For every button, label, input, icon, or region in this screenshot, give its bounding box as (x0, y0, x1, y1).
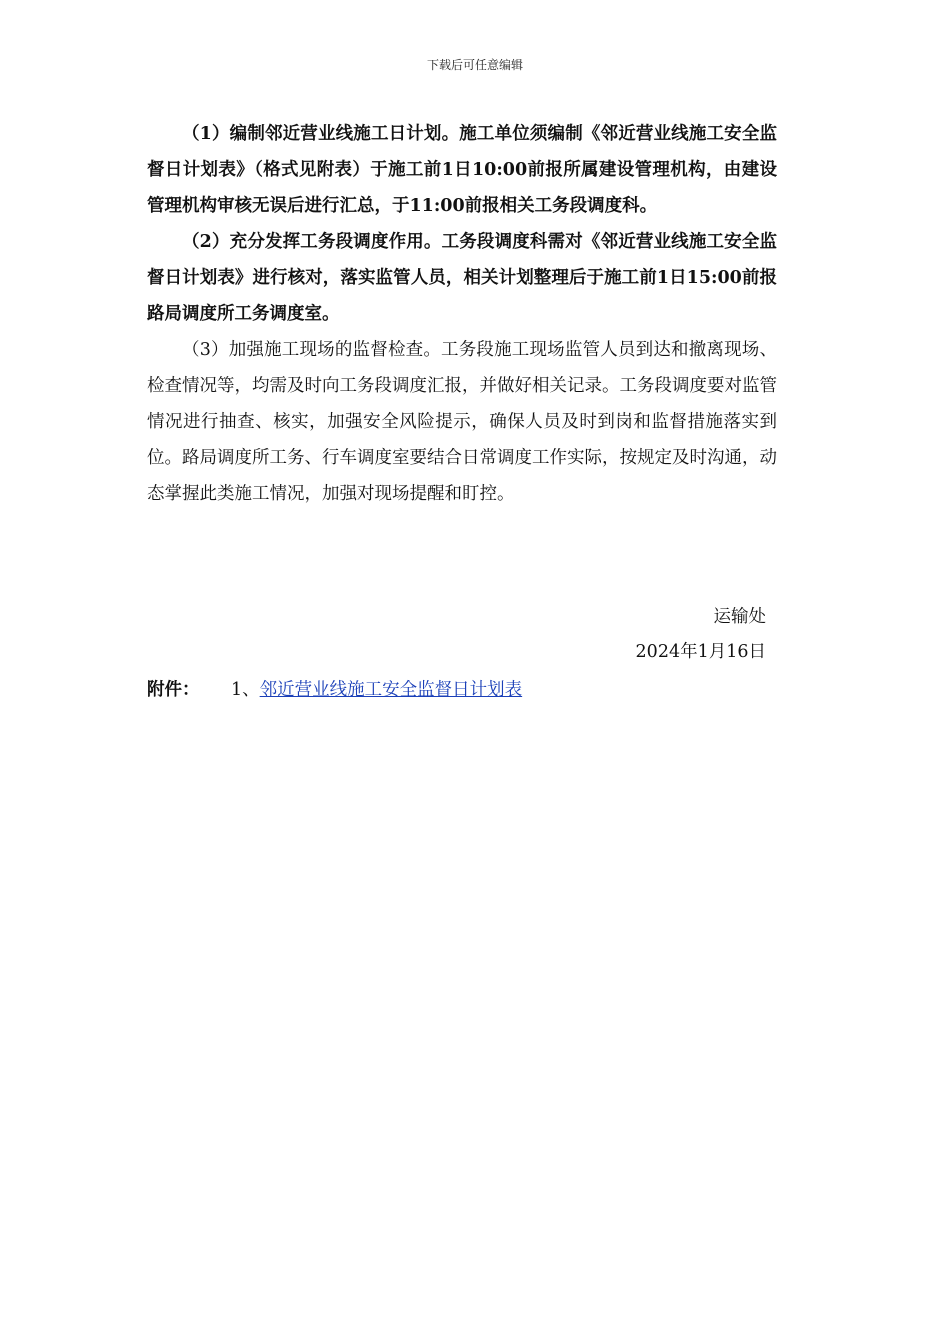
attachment-link[interactable]: 邻近营业线施工安全监督日计划表 (259, 680, 523, 700)
paragraph-3: （3）加强施工现场的监督检查。工务段施工现场监管人员到达和撤离现场、检查情况等，均需及时向工务段调度汇报，并做好相关记录。工务段调度要对监管情况进行抽查、核实，加强安全风险提示，确保人员及时到岗和监督措施落实到位。路局调度所工务、行车调度室要结合日常调度工作实际，按规定及时沟通，动态掌握此类施工情况，加强对现场提醒和盯控。 (147, 340, 777, 504)
attachment-label: 附件： (147, 680, 200, 700)
signature-date: 2024年1月16日 (635, 642, 766, 662)
attachment-index: 1、 (231, 680, 260, 700)
attachment-line (147, 674, 522, 706)
signature-org: 运输处 (713, 607, 766, 627)
document-body (147, 116, 777, 512)
header-note: 下载后可任意编辑 (426, 58, 523, 72)
paragraph-1: （1）编制邻近营业线施工日计划。施工单位须编制《邻近营业线施工安全监督日计划表》（格式见附表）于施工前1日10:00前报所属建设管理机构，由建设管理机构审核无误后进行汇总，于11:00前报相关工务段调度科。 (147, 124, 777, 216)
paragraph-2: （2）充分发挥工务段调度作用。工务段调度科需对《邻近营业线施工安全监督日计划表》进行核对，落实监管人员，相关计划整理后于施工前1日15:00前报路局调度所工务调度室。 (147, 232, 777, 324)
